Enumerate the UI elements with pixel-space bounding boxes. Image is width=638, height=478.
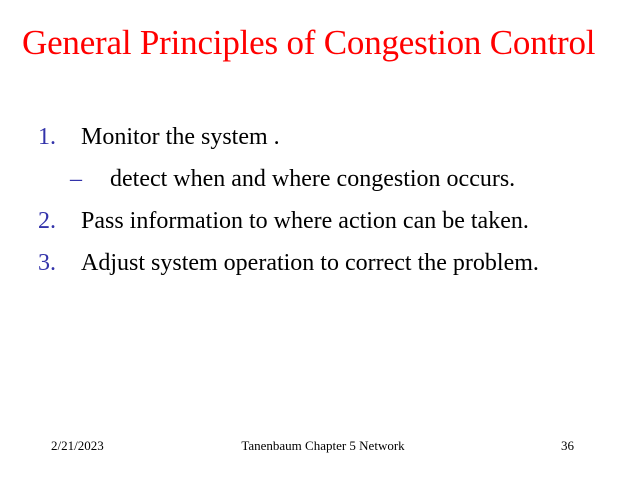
list-item-text: Adjust system operation to correct the problem.	[81, 250, 539, 276]
footer-title: Tanenbaum Chapter 5 Network	[241, 438, 405, 453]
slide-title: General Principles of Congestion Control	[22, 23, 596, 62]
list-item-number: 2.	[38, 208, 56, 234]
sub-list-item-text: detect when and where congestion occurs.	[110, 166, 516, 192]
list-item-number: 1.	[38, 124, 56, 150]
list-item-text: Monitor the system .	[81, 124, 280, 150]
footer-page-number: 36	[561, 438, 574, 453]
list-item-number: 3.	[38, 250, 56, 276]
sub-list-item-dash: –	[70, 166, 82, 192]
footer-date: 2/21/2023	[51, 438, 104, 453]
list-item-text: Pass information to where action can be taken.	[81, 208, 529, 234]
